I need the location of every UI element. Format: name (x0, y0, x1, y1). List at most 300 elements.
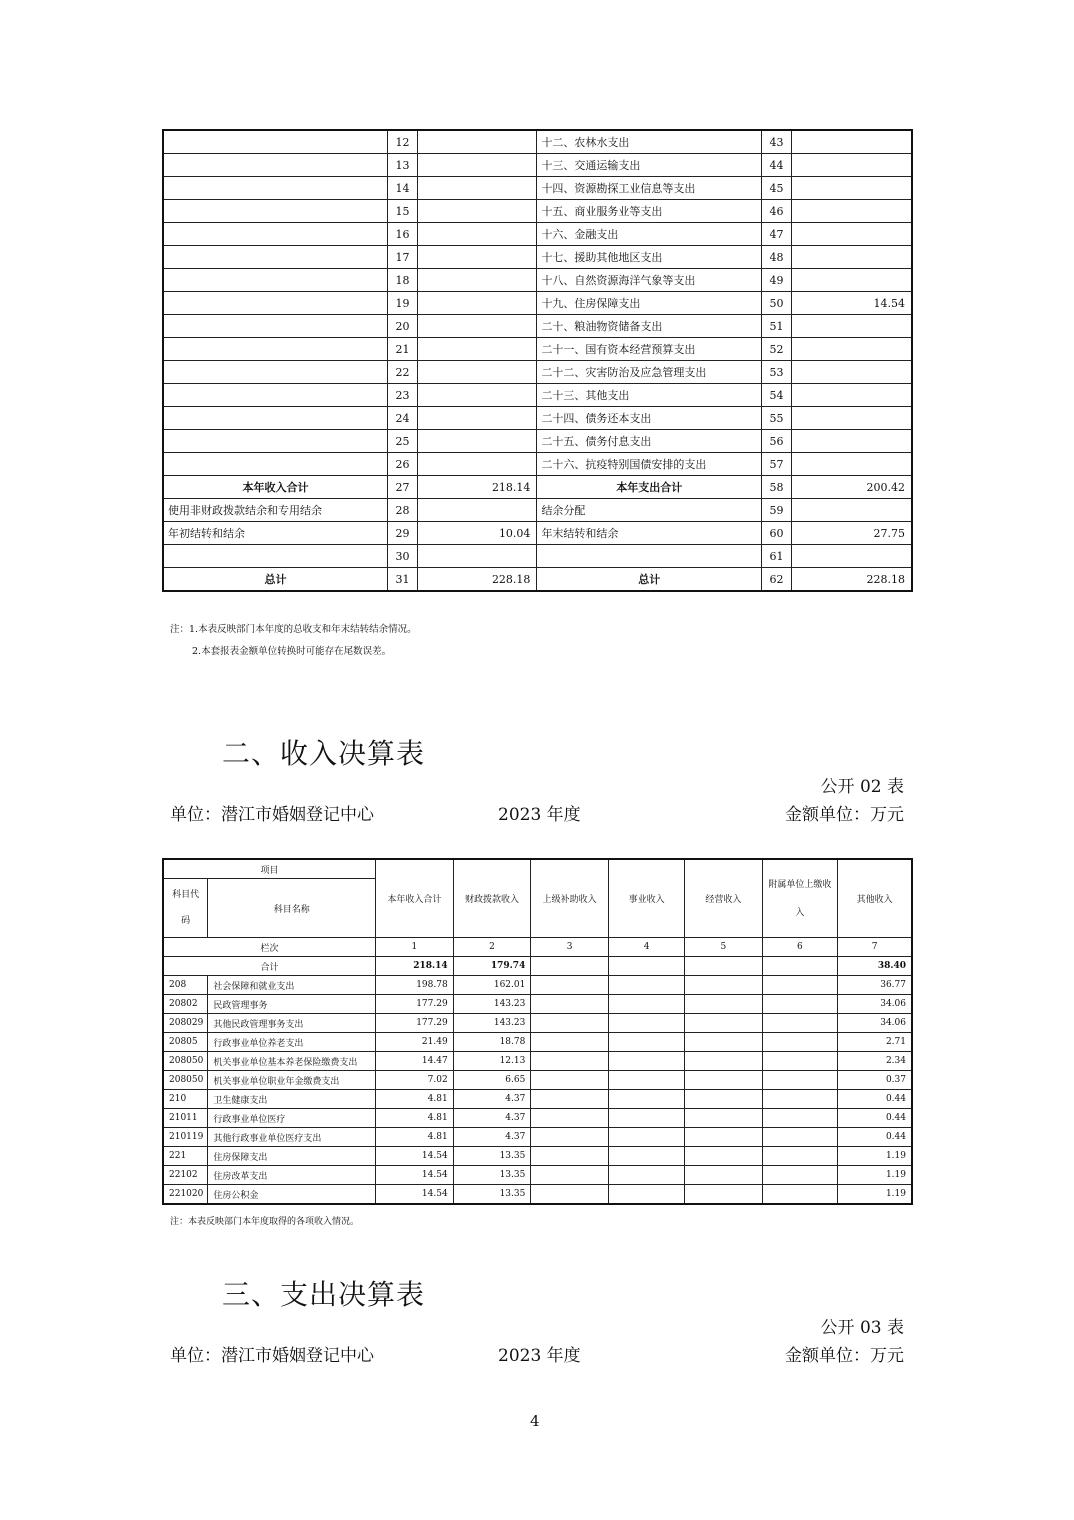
section2-title: 二、收入决算表 (222, 737, 426, 770)
table1-left-no: 17 (388, 246, 418, 269)
table1-right-item: 二十六、抗疫特别国债安排的支出 (537, 453, 762, 476)
table2-upper (531, 1052, 609, 1071)
table1-left-amount (417, 246, 536, 269)
table1-left-no: 18 (388, 269, 418, 292)
table2-business (609, 1109, 685, 1128)
section3-year: 2023 年度 (498, 1346, 581, 1366)
table2-upper (531, 1071, 609, 1090)
table2-name: 住房公积金 (208, 1185, 376, 1205)
table1-row (163, 384, 912, 407)
section2-unit: 单位：潜江市婚姻登记中心 (170, 805, 374, 825)
index-2: 2 (453, 938, 531, 957)
table1-right-item: 十九、住房保障支出 (537, 292, 762, 315)
table2-other: 1.19 (838, 1166, 912, 1185)
table1-row (163, 361, 912, 384)
section3-form-no: 公开 03 表 (820, 1318, 904, 1338)
total-label: 合计 (163, 957, 376, 976)
table1-right-amount (791, 200, 912, 223)
table2-row (163, 1166, 912, 1185)
table1-left-amount: 10.04 (417, 522, 536, 545)
index-7: 7 (838, 938, 912, 957)
table1-right-item: 本年支出合计 (537, 476, 762, 499)
table2-upper (531, 1109, 609, 1128)
table1-left-item (163, 269, 388, 292)
table1-left-no: 30 (388, 545, 418, 568)
table1-left-item: 年初结转和结余 (163, 522, 388, 545)
total-other: 38.40 (838, 957, 912, 976)
table1-left-item (163, 246, 388, 269)
table2-business (609, 1166, 685, 1185)
table2-business (609, 995, 685, 1014)
table1-left-item (163, 545, 388, 568)
table2-upper (531, 995, 609, 1014)
table2-total: 14.54 (376, 1147, 454, 1166)
table1-row (163, 407, 912, 430)
table1-left-amount (417, 200, 536, 223)
table2-total: 21.49 (376, 1033, 454, 1052)
table1-right-item: 结余分配 (537, 499, 762, 522)
section3-currency: 金额单位：万元 (785, 1346, 904, 1366)
table1-right-amount (791, 499, 912, 522)
table2-business (609, 1185, 685, 1205)
table1-left-amount: 218.14 (417, 476, 536, 499)
table1-right-no: 61 (762, 545, 792, 568)
table1-left-amount (417, 499, 536, 522)
table1-left-item (163, 223, 388, 246)
table1-right-amount (791, 315, 912, 338)
table1-right-item: 十四、资源勘探工业信息等支出 (537, 177, 762, 200)
table1-right-no: 59 (762, 499, 792, 522)
table2-fiscal: 4.37 (453, 1109, 531, 1128)
table1-left-item (163, 200, 388, 223)
table1-left-amount (417, 545, 536, 568)
table1-row (163, 292, 912, 315)
table2-affiliate (762, 976, 838, 995)
table2-operating (685, 1166, 762, 1185)
table1-row (163, 130, 912, 154)
index-3: 3 (531, 938, 609, 957)
header-business: 事业收入 (609, 859, 685, 938)
table1-row (163, 338, 912, 361)
table2-name: 卫生健康支出 (208, 1090, 376, 1109)
table1-right-amount (791, 269, 912, 292)
table2-affiliate (762, 1147, 838, 1166)
table2-name: 住房保障支出 (208, 1147, 376, 1166)
table2-upper (531, 1185, 609, 1205)
table1-left-no: 24 (388, 407, 418, 430)
table2-fiscal: 12.13 (453, 1052, 531, 1071)
table1-right-amount (791, 177, 912, 200)
table2-total: 4.81 (376, 1090, 454, 1109)
table1-right-no: 54 (762, 384, 792, 407)
table2-total: 14.54 (376, 1185, 454, 1205)
table2-upper (531, 1128, 609, 1147)
table2-upper (531, 1166, 609, 1185)
table2-row (163, 1014, 912, 1033)
table2-business (609, 1052, 685, 1071)
table1-left-amount (417, 407, 536, 430)
table1-right-amount (791, 384, 912, 407)
table1-left-no: 23 (388, 384, 418, 407)
table2-fiscal: 162.01 (453, 976, 531, 995)
table2-fiscal: 13.35 (453, 1166, 531, 1185)
table1-right-no: 56 (762, 430, 792, 453)
table1-right-item: 二十五、债务付息支出 (537, 430, 762, 453)
table2-total: 177.29 (376, 1014, 454, 1033)
table2-row (163, 1033, 912, 1052)
index-6: 6 (762, 938, 838, 957)
section2-year: 2023 年度 (498, 805, 581, 825)
table1-left-no: 15 (388, 200, 418, 223)
table2-business (609, 1014, 685, 1033)
table1-right-no: 45 (762, 177, 792, 200)
table1-left-no: 26 (388, 453, 418, 476)
table1-right-amount: 27.75 (791, 522, 912, 545)
table2-operating (685, 1014, 762, 1033)
table1-row (163, 246, 912, 269)
table1-right-no: 60 (762, 522, 792, 545)
table2-operating (685, 1128, 762, 1147)
table1-right-no: 55 (762, 407, 792, 430)
table2-name: 机关事业单位基本养老保险缴费支出 (208, 1052, 376, 1071)
table1-left-item (163, 407, 388, 430)
table2-operating (685, 1071, 762, 1090)
table1-right-amount (791, 246, 912, 269)
table2-row (163, 976, 912, 995)
index-1: 1 (376, 938, 454, 957)
table2-code: 210119 (163, 1128, 208, 1147)
table2-upper (531, 1090, 609, 1109)
table2-name: 社会保障和就业支出 (208, 976, 376, 995)
table2-affiliate (762, 1166, 838, 1185)
header-affiliate: 附属单位上缴收入 (762, 859, 838, 938)
section3-unit: 单位：潜江市婚姻登记中心 (170, 1346, 374, 1366)
table1-right-no: 50 (762, 292, 792, 315)
table2-affiliate (762, 1071, 838, 1090)
section3-title: 三、支出决算表 (222, 1278, 426, 1311)
table1-right-amount: 200.42 (791, 476, 912, 499)
table2-operating (685, 1052, 762, 1071)
budget-summary-table (162, 129, 913, 592)
table1-row (163, 154, 912, 177)
table2-code: 20802 (163, 995, 208, 1014)
table2-operating (685, 1033, 762, 1052)
table2-total: 14.47 (376, 1052, 454, 1071)
table2-other: 0.37 (838, 1071, 912, 1090)
table1-left-amount: 228.18 (417, 568, 536, 592)
table2-other: 1.19 (838, 1147, 912, 1166)
header-index: 栏次 (163, 938, 376, 957)
table2-fiscal: 6.65 (453, 1071, 531, 1090)
table1-right-item: 十五、商业服务业等支出 (537, 200, 762, 223)
table1-row (163, 522, 912, 545)
table2-other: 0.44 (838, 1128, 912, 1147)
table1-note-1: 注：1.本表反映部门本年度的总收支和年末结转结余情况。 (170, 624, 417, 635)
table1-row (163, 453, 912, 476)
table1-row (163, 177, 912, 200)
table1-right-no: 46 (762, 200, 792, 223)
table1-right-amount (791, 407, 912, 430)
table2-row (163, 1071, 912, 1090)
table2-upper (531, 1014, 609, 1033)
table1-row (163, 499, 912, 522)
table1-left-item (163, 453, 388, 476)
table2-other: 34.06 (838, 995, 912, 1014)
section2-form-no: 公开 02 表 (820, 777, 904, 797)
table1-right-item: 二十四、债务还本支出 (537, 407, 762, 430)
table1-right-item: 十六、金融支出 (537, 223, 762, 246)
table2-affiliate (762, 1185, 838, 1205)
table2-upper (531, 1033, 609, 1052)
header-operating: 经营收入 (685, 859, 762, 938)
table2-affiliate (762, 1052, 838, 1071)
table1-left-item (163, 338, 388, 361)
table2-row (163, 995, 912, 1014)
table1-right-item: 十七、援助其他地区支出 (537, 246, 762, 269)
page-number: 4 (530, 1412, 540, 1430)
table1-right-no: 62 (762, 568, 792, 592)
table1-left-amount (417, 177, 536, 200)
table1-right-amount (791, 361, 912, 384)
table1-right-item: 年末结转和结余 (537, 522, 762, 545)
table1-right-item: 二十二、灾害防治及应急管理支出 (537, 361, 762, 384)
total-total: 218.14 (376, 957, 454, 976)
table2-other: 2.71 (838, 1033, 912, 1052)
header-item: 项目 (163, 859, 376, 879)
table2-fiscal: 13.35 (453, 1185, 531, 1205)
table1-right-amount (791, 430, 912, 453)
table1-row (163, 476, 912, 499)
table2-row (163, 1147, 912, 1166)
table1-row (163, 430, 912, 453)
table1-right-no: 44 (762, 154, 792, 177)
table1-left-no: 29 (388, 522, 418, 545)
table2-code: 210 (163, 1090, 208, 1109)
table1-right-amount (791, 154, 912, 177)
table2-code: 221020 (163, 1185, 208, 1205)
table1-left-item (163, 154, 388, 177)
table1-left-amount (417, 315, 536, 338)
table1-left-no: 19 (388, 292, 418, 315)
table1-right-item: 十八、自然资源海洋气象等支出 (537, 269, 762, 292)
header-upper: 上级补助收入 (531, 859, 609, 938)
table1-right-item: 十二、农林水支出 (537, 130, 762, 154)
table2-code: 208050 (163, 1052, 208, 1071)
table1-right-amount: 14.54 (791, 292, 912, 315)
table1-right-no: 51 (762, 315, 792, 338)
table1-left-amount (417, 338, 536, 361)
table2-other: 0.44 (838, 1109, 912, 1128)
table1-right-item: 二十一、国有资本经营预算支出 (537, 338, 762, 361)
table2-code: 221 (163, 1147, 208, 1166)
table2-affiliate (762, 995, 838, 1014)
table2-total: 4.81 (376, 1109, 454, 1128)
table1-left-item: 总计 (163, 568, 388, 592)
index-4: 4 (609, 938, 685, 957)
table1-row (163, 269, 912, 292)
table1-row (163, 568, 912, 592)
header-code: 科目代码 (163, 879, 208, 938)
table1-right-item (537, 545, 762, 568)
table1-note-2: 2.本套报表金额单位转换时可能存在尾数误差。 (192, 646, 392, 657)
table2-affiliate (762, 1033, 838, 1052)
table1-left-amount (417, 361, 536, 384)
table1-left-no: 12 (388, 130, 418, 154)
total-fiscal: 179.74 (453, 957, 531, 976)
table2-business (609, 976, 685, 995)
table2-name: 机关事业单位职业年金缴费支出 (208, 1071, 376, 1090)
header-name: 科目名称 (208, 879, 376, 938)
table2-name: 民政管理事务 (208, 995, 376, 1014)
table2-row (163, 1128, 912, 1147)
table1-right-no: 58 (762, 476, 792, 499)
total-affiliate (762, 957, 838, 976)
table1-right-item: 二十三、其他支出 (537, 384, 762, 407)
table2-code: 208050 (163, 1071, 208, 1090)
table1-right-amount (791, 453, 912, 476)
table2-note: 注：本表反映部门本年度取得的各项收入情况。 (170, 1217, 360, 1227)
table1-right-no: 57 (762, 453, 792, 476)
table2-code: 22102 (163, 1166, 208, 1185)
table2-operating (685, 976, 762, 995)
table2-row (163, 1090, 912, 1109)
total-operating (685, 957, 762, 976)
table1-left-amount (417, 453, 536, 476)
header-fiscal: 财政拨款收入 (453, 859, 531, 938)
table2-operating (685, 995, 762, 1014)
table2-row (163, 1052, 912, 1071)
table2-other: 1.19 (838, 1185, 912, 1205)
table1-left-item (163, 361, 388, 384)
table1-left-no: 20 (388, 315, 418, 338)
table2-affiliate (762, 1109, 838, 1128)
table1-right-no: 53 (762, 361, 792, 384)
table1-right-amount (791, 130, 912, 154)
table2-affiliate (762, 1014, 838, 1033)
table2-affiliate (762, 1090, 838, 1109)
table1-left-no: 13 (388, 154, 418, 177)
table1-left-amount (417, 223, 536, 246)
total-upper (531, 957, 609, 976)
table1-left-no: 31 (388, 568, 418, 592)
table2-code: 20805 (163, 1033, 208, 1052)
total-business (609, 957, 685, 976)
table1-right-item: 十三、交通运输支出 (537, 154, 762, 177)
table1-left-amount (417, 384, 536, 407)
table2-total: 14.54 (376, 1166, 454, 1185)
table1-left-item (163, 384, 388, 407)
table2-code: 208029 (163, 1014, 208, 1033)
table2-other: 36.77 (838, 976, 912, 995)
table2-fiscal: 13.35 (453, 1147, 531, 1166)
table1-right-item: 总计 (537, 568, 762, 592)
table1-row (163, 315, 912, 338)
table2-fiscal: 143.23 (453, 995, 531, 1014)
table1-right-amount: 228.18 (791, 568, 912, 592)
table2-name: 行政事业单位医疗 (208, 1109, 376, 1128)
table1-left-no: 14 (388, 177, 418, 200)
table1-right-no: 49 (762, 269, 792, 292)
table2-fiscal: 143.23 (453, 1014, 531, 1033)
table2-operating (685, 1147, 762, 1166)
table1-left-no: 28 (388, 499, 418, 522)
table1-row (163, 223, 912, 246)
table2-row (163, 1109, 912, 1128)
table2-name: 行政事业单位养老支出 (208, 1033, 376, 1052)
table1-left-item (163, 177, 388, 200)
table1-left-item (163, 292, 388, 315)
table1-left-amount (417, 292, 536, 315)
table2-business (609, 1090, 685, 1109)
table2-total: 4.81 (376, 1128, 454, 1147)
table2-row (163, 1185, 912, 1205)
table1-left-item: 使用非财政拨款结余和专用结余 (163, 499, 388, 522)
table2-fiscal: 4.37 (453, 1128, 531, 1147)
table2-code: 208 (163, 976, 208, 995)
income-table (162, 858, 913, 1205)
table2-total: 177.29 (376, 995, 454, 1014)
table2-operating (685, 1185, 762, 1205)
table2-total: 7.02 (376, 1071, 454, 1090)
table1-left-item (163, 130, 388, 154)
table1-left-item (163, 430, 388, 453)
table2-upper (531, 976, 609, 995)
table1-left-item: 本年收入合计 (163, 476, 388, 499)
table1-right-no: 43 (762, 130, 792, 154)
table2-upper (531, 1147, 609, 1166)
table1-right-no: 52 (762, 338, 792, 361)
table1-row (163, 200, 912, 223)
table2-fiscal: 18.78 (453, 1033, 531, 1052)
table2-operating (685, 1090, 762, 1109)
table2-business (609, 1128, 685, 1147)
table1-right-amount (791, 338, 912, 361)
table2-code: 21011 (163, 1109, 208, 1128)
table1-left-amount (417, 269, 536, 292)
table1-left-no: 22 (388, 361, 418, 384)
index-5: 5 (685, 938, 762, 957)
table2-other: 34.06 (838, 1014, 912, 1033)
section2-currency: 金额单位：万元 (785, 805, 904, 825)
table1-left-amount (417, 430, 536, 453)
table1-right-amount (791, 545, 912, 568)
table2-other: 2.34 (838, 1052, 912, 1071)
table2-total: 198.78 (376, 976, 454, 995)
table1-left-no: 16 (388, 223, 418, 246)
table1-left-no: 27 (388, 476, 418, 499)
table1-row (163, 545, 912, 568)
table1-left-no: 25 (388, 430, 418, 453)
table1-right-no: 48 (762, 246, 792, 269)
table2-business (609, 1071, 685, 1090)
table1-left-amount (417, 130, 536, 154)
table2-operating (685, 1109, 762, 1128)
table2-business (609, 1033, 685, 1052)
table2-business (609, 1147, 685, 1166)
table1-right-amount (791, 223, 912, 246)
table2-fiscal: 4.37 (453, 1090, 531, 1109)
table1-left-amount (417, 154, 536, 177)
table2-name: 其他民政管理事务支出 (208, 1014, 376, 1033)
table2-affiliate (762, 1128, 838, 1147)
table2-name: 住房改革支出 (208, 1166, 376, 1185)
table1-right-item: 二十、粮油物资储备支出 (537, 315, 762, 338)
header-other: 其他收入 (838, 859, 912, 938)
table2-name: 其他行政事业单位医疗支出 (208, 1128, 376, 1147)
table2-other: 0.44 (838, 1090, 912, 1109)
table1-left-no: 21 (388, 338, 418, 361)
table1-right-no: 47 (762, 223, 792, 246)
